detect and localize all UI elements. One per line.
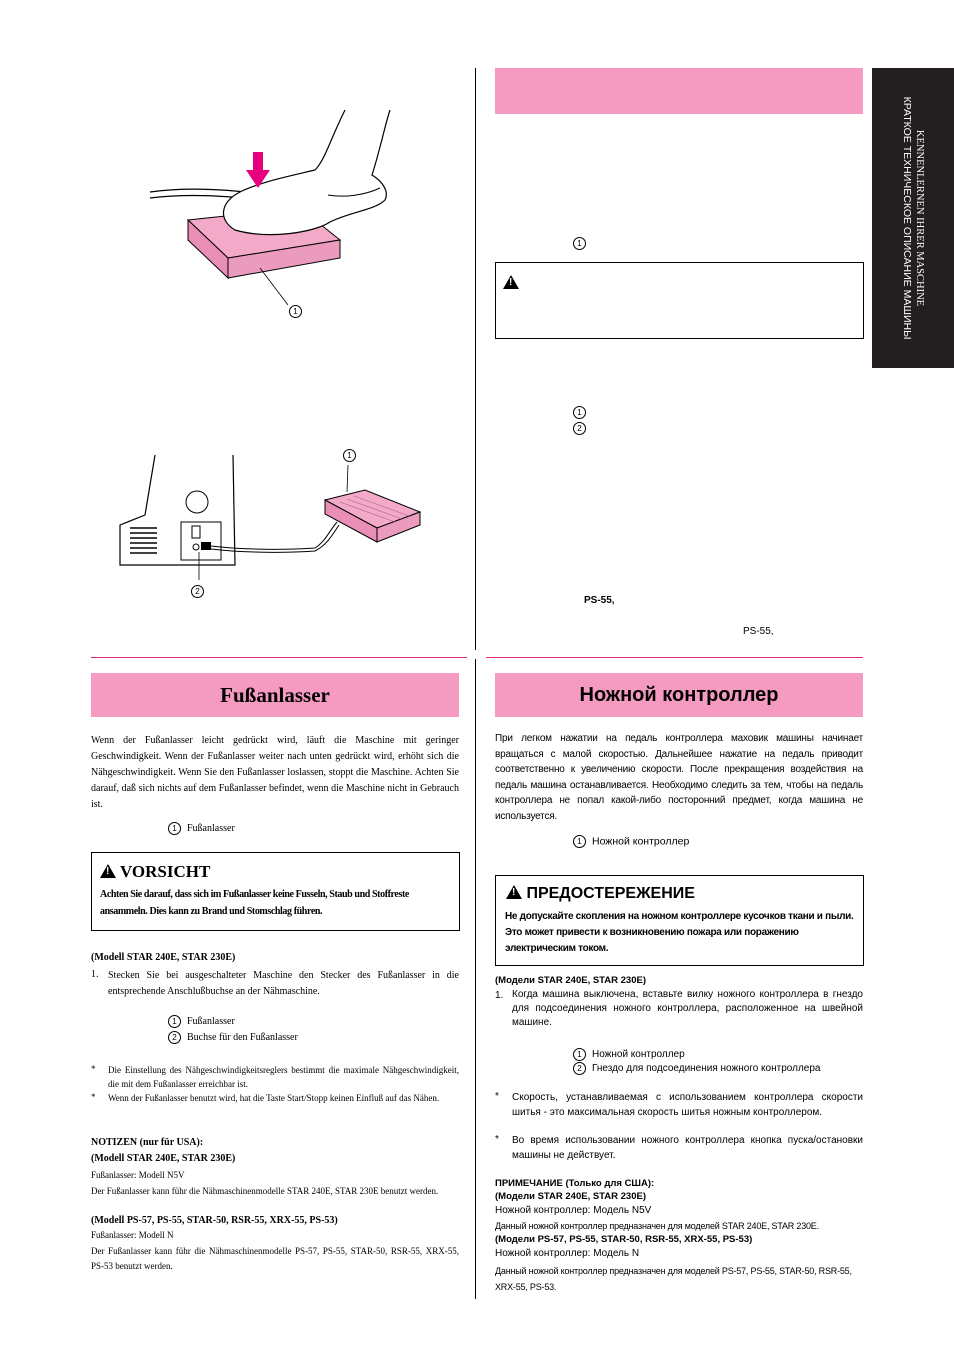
top-right-bold-model: PS-55, (584, 595, 615, 606)
side-tab-line2: КРАТКОЕ ТЕХНИЧЕСКОЕ ОПИСАНИЕ МАШИНЫ (901, 96, 913, 340)
de-notes-model2: (Modell PS-57, PS-55, STAR-50, RSR-55, XRX-55, PS-53) (91, 1215, 338, 1226)
ru-legend-1: 1 Ножной контроллер (573, 835, 689, 848)
connection-callout-2: 2 (191, 585, 210, 598)
de-section-title: Fußanlasser (220, 682, 330, 707)
ru-notes-model1-line2: Данный ножной контроллер предназначен для моделей STAR 240E, STAR 230E. (495, 1221, 819, 1231)
de-notes-model1-line1: Fußanlasser: Modell N5V (91, 1170, 185, 1180)
de-warning-title: VORSICHT (119, 862, 211, 881)
de-warning-text: Achten Sie darauf, dass sich im Fußanlasser keine Fusseln, Staub und Stoffreste ansammeln. Dies kann zu Brand und Stomschlag führen. (100, 889, 409, 917)
de-legend-1: 1 Fußanlasser (168, 822, 235, 835)
top-right-header-bar (495, 68, 863, 114)
de-notes-title: NOTIZEN (nur für USA): (91, 1137, 204, 1148)
ru-intro: При легком нажатии на педаль контроллера маховик машины начинает вращаться с малой скоростью. Дальнейшее нажатие на педаль приводит соответственно к увеличению скорости. После прекращения воздействия на педаль машина останавливается. Необходимо следить за тем, чтобы на педаль контроллера не попал какой-либо посторонний предмет, когда машина не используется. (495, 733, 863, 822)
de-intro: Wenn der Fußanlasser leicht gedrückt wird, läuft die Maschine mit geringer Geschwindigkeit. Wenn der Fußanlasser weiter nach unten gedrückt wird, erhöht sich die Nähgeschwindigkeit. Wenn Sie den Fußanlasser loslassen, stoppt die Maschine. Achten Sie darauf, daß sich nichts auf dem Fußanlasser befindet, wenn die Maschine nicht in Gebrauch ist. (91, 735, 459, 810)
ru-notes-model2-line1: Ножной контроллер: Модель N (495, 1248, 640, 1259)
ru-legend-2b: 2 Гнездо для подсоединения ножного контроллера (573, 1062, 820, 1075)
de-note2-star: * (91, 1092, 96, 1102)
ru-model-heading: (Модели STAR 240E, STAR 230E) (495, 975, 646, 986)
ru-step1-num: 1. (495, 990, 504, 1001)
warning-icon (100, 864, 116, 878)
ru-warning-text: Не допускайте скопления на ножном контроллере кусочков ткани и пыли. Это может привести к возникновению пожара или поражению электрическим током. (505, 911, 854, 954)
warning-icon (506, 885, 522, 899)
top-right-warning-box (495, 262, 864, 339)
de-legend-2b: 2 Buchse für den Fußanlasser (168, 1031, 298, 1044)
de-note1-star: * (91, 1064, 96, 1074)
de-notes-model2-line1: Fußanlasser: Modell N (91, 1230, 174, 1240)
pedal-callout: 1 (289, 305, 308, 318)
de-step1: Stecken Sie bei ausgeschalteter Maschine den Stecker des Fußanlasser in die entsprechende Anschlußbuchse an der Nähmaschine. (108, 970, 459, 997)
ru-notes-model2-line2: Данный ножной контроллер предназначен для моделей PS-57, PS-55, STAR-50, RSR-55, XRX-55, PS-53. (495, 1266, 852, 1292)
top-right-callout-2a: 1 (573, 406, 592, 419)
de-step1-num: 1. (91, 969, 99, 980)
de-note1: Die Einstellung des Nähgeschwindigkeitsreglers bestimmt die maximale Nähgeschwindigkeit, die mit dem Fußanlasser erreichbar ist. (108, 1065, 459, 1089)
warning-icon (503, 275, 519, 289)
top-right-callout-1: 1 (573, 237, 592, 250)
pedal-connection-illustration (115, 450, 435, 580)
ru-legend-2a: 1 Ножной контроллер (573, 1048, 685, 1061)
center-divider (475, 68, 476, 650)
ru-note1-star: * (495, 1091, 499, 1102)
ru-notes-model2: (Модели PS-57, PS-55, STAR-50, RSR-55, XRX-55, PS-53) (495, 1234, 753, 1245)
center-divider-lower (475, 659, 476, 1299)
ru-warning-box (495, 875, 864, 966)
ru-notes-title: ПРИМЕЧАНИЕ (Только для США): (495, 1178, 655, 1189)
ru-notes-model1-line1: Ножной контроллер: Модель N5V (495, 1205, 652, 1216)
de-warning-box (91, 852, 460, 931)
de-note2: Wenn der Fußanlasser benutzt wird, hat die Taste Start/Stopp keinen Einfluß auf das Nähen. (108, 1093, 440, 1103)
ru-note2: Во время использовании ножного контроллера кнопка пуска/остановки машины не действует. (512, 1135, 863, 1161)
ru-note1: Скорость, устанавливаемая с использованием контроллера скорости шитья - это максимальная скорость шитья ножным контроллером. (512, 1092, 863, 1118)
section-rule-right (486, 657, 863, 658)
de-model-heading: (Modell STAR 240E, STAR 230E) (91, 952, 236, 963)
top-right-callout-2b: 2 (573, 422, 592, 435)
ru-note2-star: * (495, 1134, 499, 1145)
ru-warning-title: ПРЕДОСТЕРЕЖЕНИЕ (526, 885, 695, 902)
de-legend-2a: 1 Fußanlasser (168, 1015, 235, 1028)
ru-step1: Когда машина выключена, вставьте вилку ножного контроллера в гнездо для подсоединения ножного контроллера, расположенное на швейной машине. (512, 989, 863, 1028)
ru-notes-model1: (Модели STAR 240E, STAR 230E) (495, 1191, 646, 1202)
side-tab-line1: KENNENLERNEN IHRER MASCHINE (914, 129, 925, 307)
ru-section-title: Ножной контроллер (579, 683, 779, 706)
chapter-side-tab (872, 68, 954, 368)
section-rule-left (91, 657, 467, 658)
connection-callout-1: 1 (343, 449, 362, 462)
de-notes-model1-line2: Der Fußanlasser kann führ die Nähmaschinenmodelle STAR 240E, STAR 230E benutzt werden. (91, 1186, 439, 1196)
de-notes-model2-line2: Der Fußanlasser kann führ die Nähmaschinenmodelle PS-57, PS-55, STAR-50, RSR-55, XRX-55, PS-53 benutzt werden. (91, 1246, 459, 1271)
foot-pedal-illustration (140, 100, 450, 340)
de-notes-model1: (Modell STAR 240E, STAR 230E) (91, 1153, 236, 1164)
top-right-plain-model: PS-55, (743, 626, 774, 637)
